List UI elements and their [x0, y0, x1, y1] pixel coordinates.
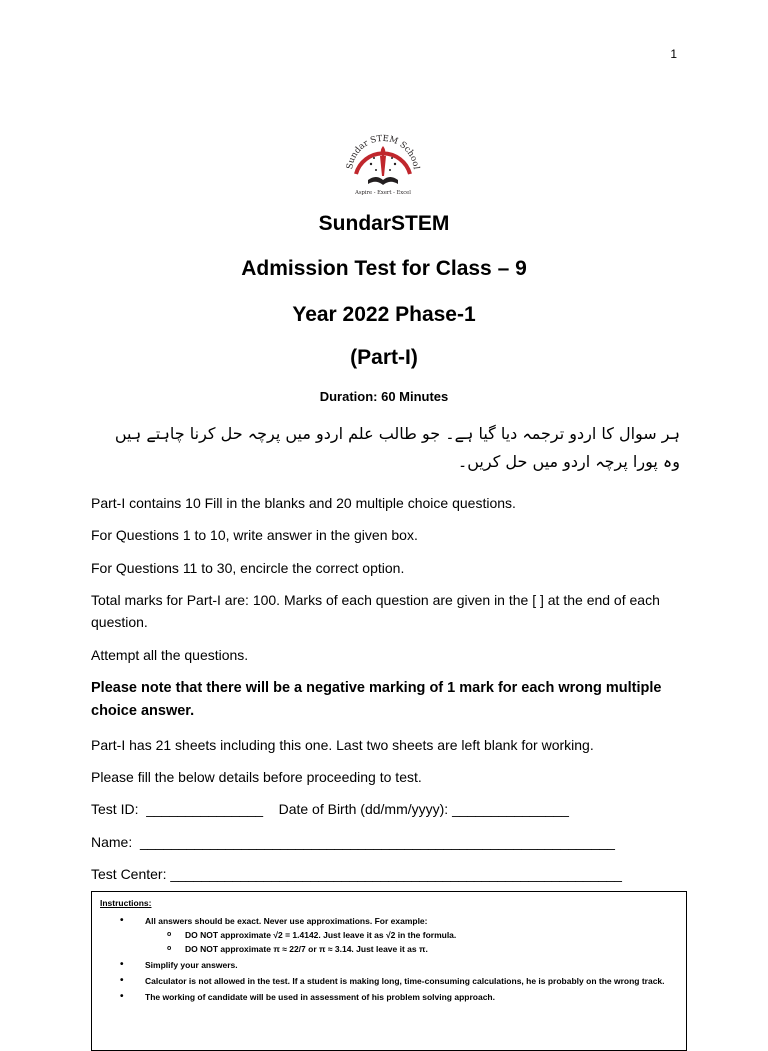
instruction-calculator: Calculator is not allowed in the test. If a student is making long, time-consuming calculations, he is probably on the wrong track. [145, 976, 665, 986]
instruction-item [100, 916, 678, 954]
paragraph-q11-30: For Questions 11 to 30, encircle the correct option. [91, 560, 405, 576]
instruction-sqrt2: DO NOT approximate √2 = 1.4142. Just leave it as √2 in the formula. [185, 930, 457, 940]
paragraph-negative-marking: Please note that there will be a negative marking of 1 mark for each wrong multiple choice answer. [91, 680, 662, 719]
instruction-subitem [145, 930, 678, 940]
paragraph-q1-10: For Questions 1 to 10, write answer in the given box. [91, 527, 418, 543]
part-label: (Part-I) [350, 346, 418, 369]
instructions-heading: Instructions: [100, 898, 152, 908]
test-center-field: Test Center: __________________________________________________________ [91, 866, 622, 882]
duration: Duration: 60 Minutes [319, 389, 449, 404]
instruction-item [100, 992, 678, 1002]
test-title: Admission Test for Class – 9 [241, 257, 527, 280]
name-field: Name: _____________________________________________________________ [91, 834, 615, 850]
instruction-pi: DO NOT approximate π ≈ 22/7 or π ≈ 3.14. Just leave it as π. [185, 944, 428, 954]
year-phase: Year 2022 Phase-1 [292, 303, 476, 326]
paragraph-total-marks: Total marks for Part-I are: 100. Marks of each question are given in the [ ] at the end of each question. [91, 592, 660, 630]
page-number: 1 [670, 47, 677, 61]
test-id-dob-field: Test ID: _______________ Date of Birth (dd/mm/yyyy): _______________ [91, 801, 569, 817]
instruction-exact: All answers should be exact. Never use approximations. For example: [145, 916, 428, 926]
paragraph-part-contents: Part-I contains 10 Fill in the blanks and 20 multiple choice questions. [91, 495, 516, 511]
paragraph-sheets: Part-I has 21 sheets including this one. Last two sheets are left blank for working. [91, 737, 594, 753]
logo-arc-text: Sundar STEM School [345, 133, 421, 171]
logo-motto: Aspire - Exert - Excel [355, 190, 411, 196]
paragraph-fill-details: Please fill the below details before proceeding to test. [91, 769, 422, 785]
instruction-working: The working of candidate will be used in assessment of his problem solving approach. [145, 992, 495, 1002]
school-name: SundarSTEM [318, 212, 450, 235]
paragraph-attempt-all: Attempt all the questions. [91, 647, 249, 663]
urdu-note: ہر سوال کا اردو ترجمہ دیا گیا ہے۔ جو طالب علم اردو میں پرچہ حل کرنا چاہتے ہیں وہ پورا پرچہ اردو میں حل کریں۔ [114, 424, 680, 471]
instructions-box [91, 891, 687, 1051]
instructions-list [100, 916, 678, 1002]
school-logo-icon [340, 128, 426, 198]
instruction-item [100, 960, 678, 970]
instruction-simplify: Simplify your answers. [145, 960, 238, 970]
instruction-item [100, 976, 678, 986]
school-logo [340, 128, 426, 198]
instruction-sublist [145, 930, 678, 954]
instruction-subitem [145, 944, 678, 954]
